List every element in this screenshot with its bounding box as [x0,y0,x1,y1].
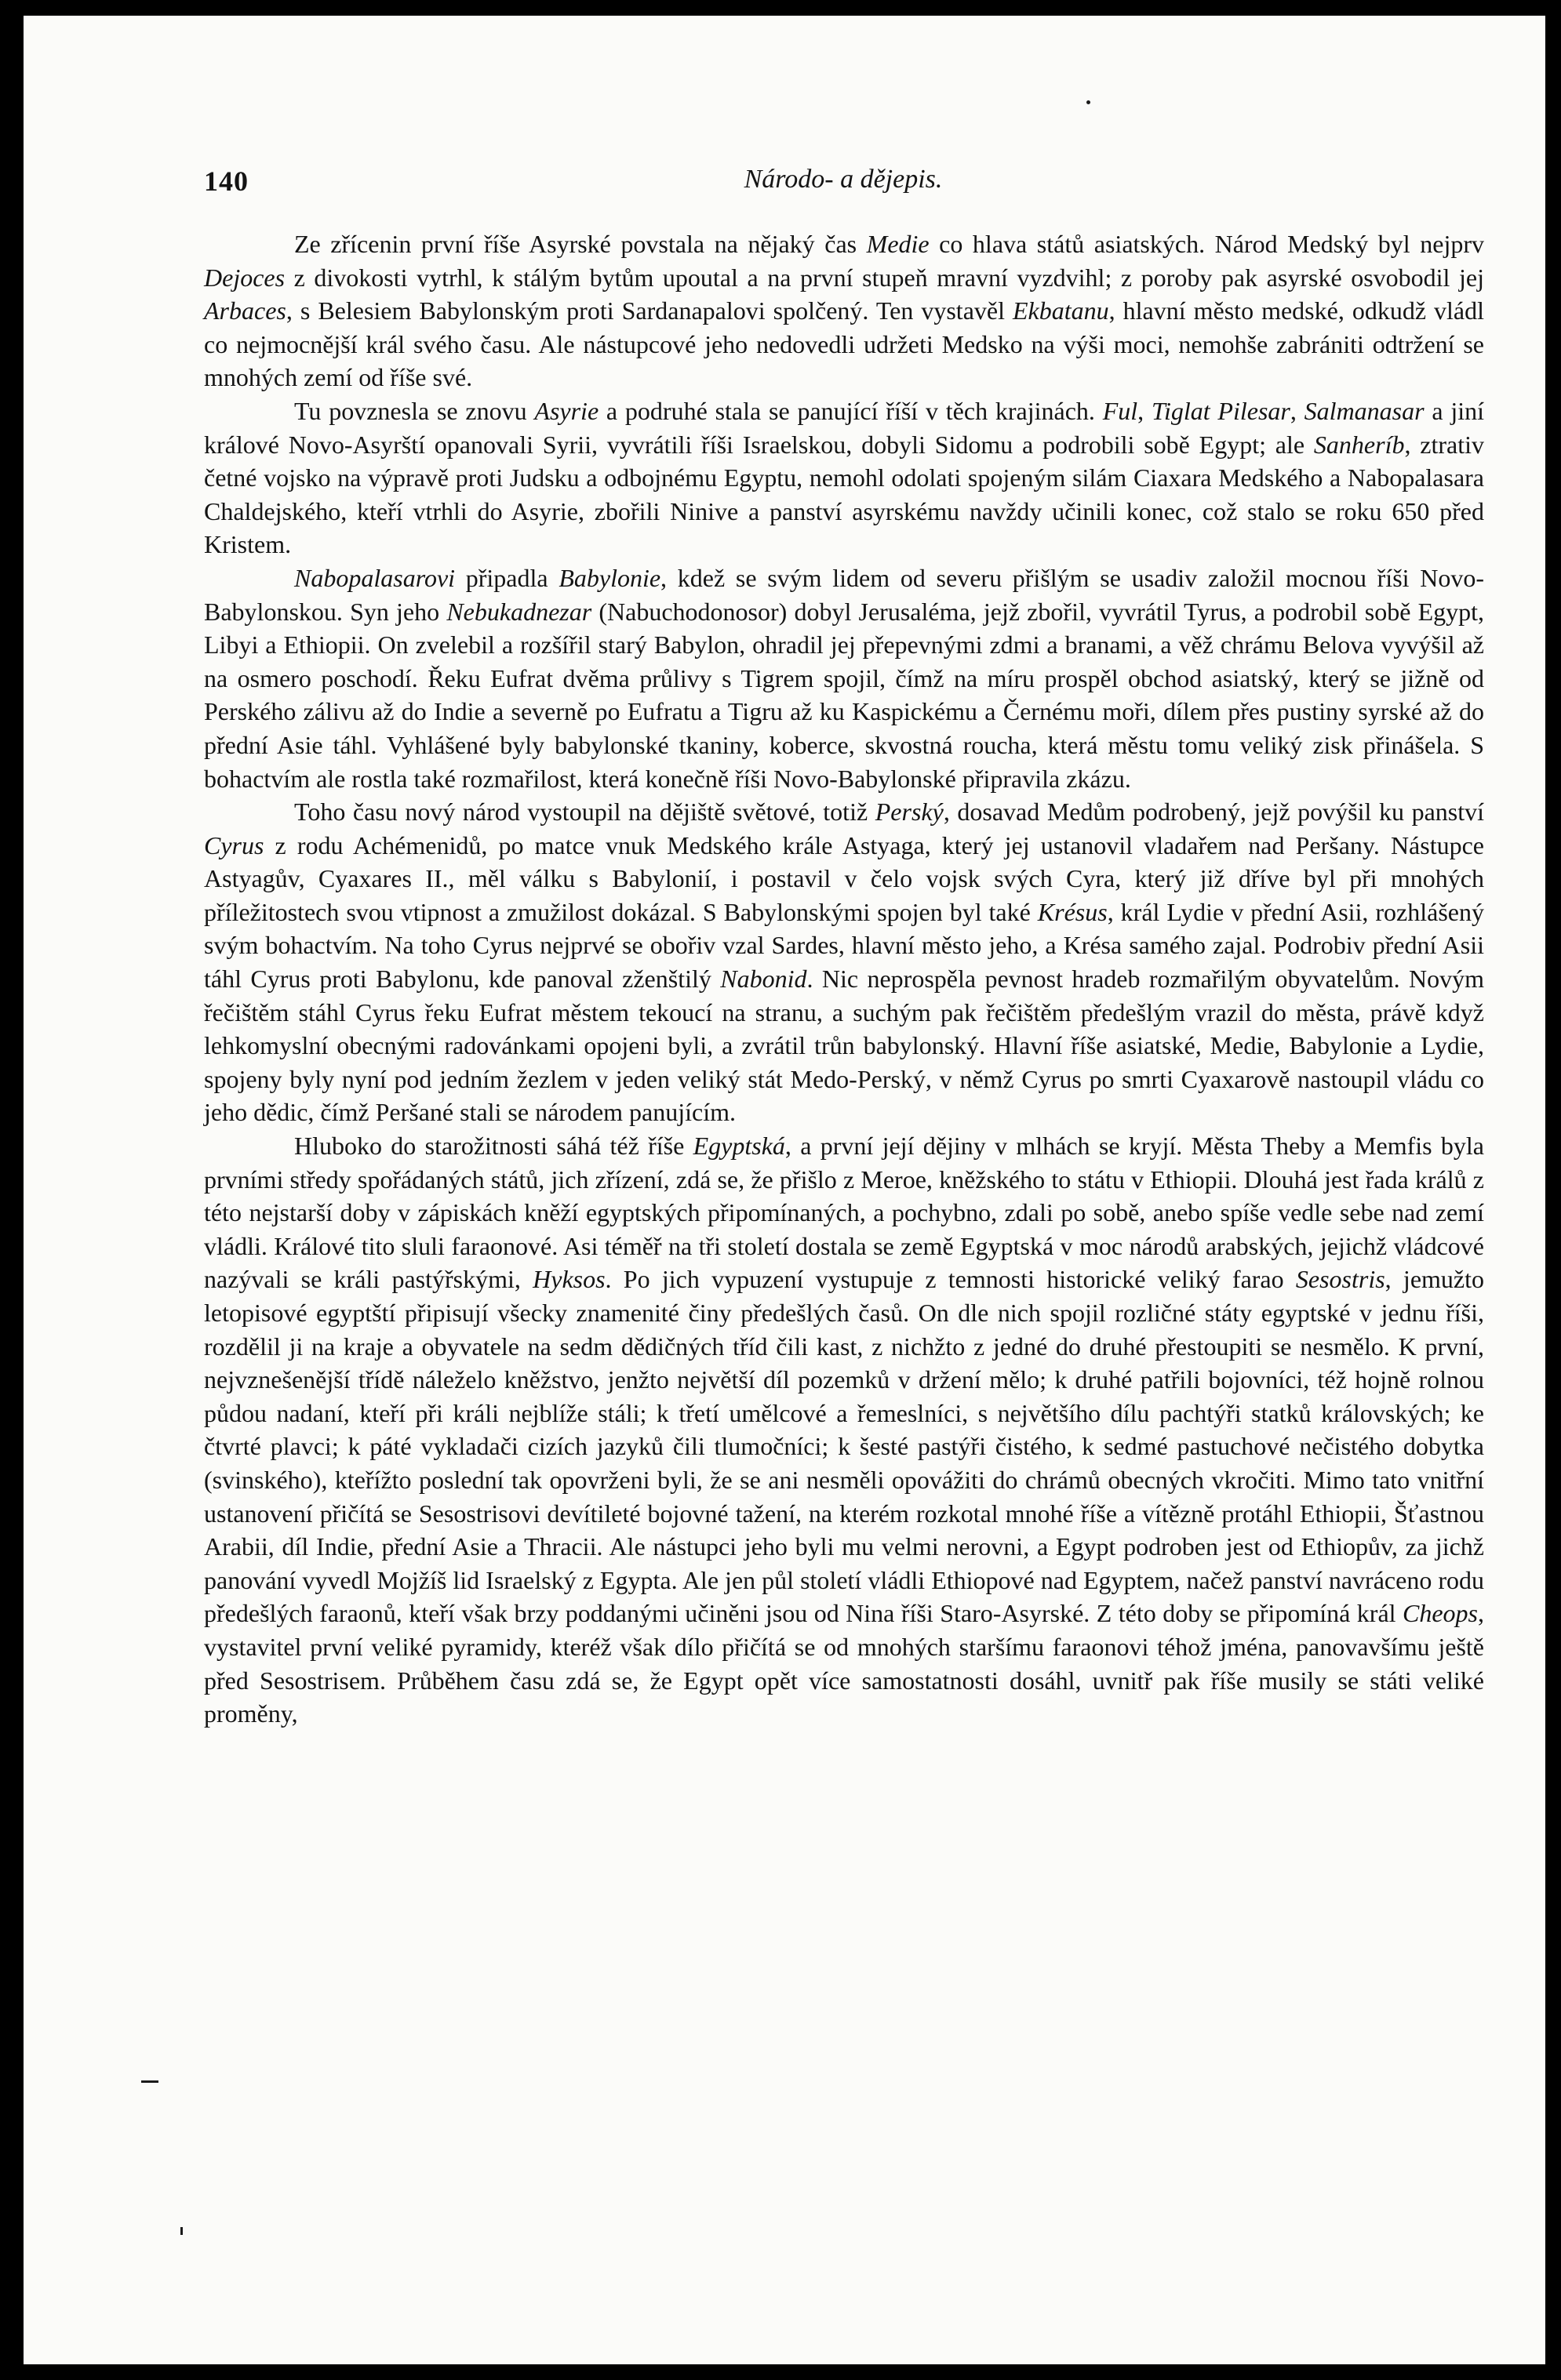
italic-term: Medie [866,230,930,258]
italic-term: Nabonid [720,965,807,994]
text-run: , a první její dějiny v mlhách se kryjí. Města Theby a Memfis byla prvními středy spořádaných států, jich zřízení, zdá se, že přišlo z Meroe, kněžského to státu v Ethiopii. Dlouhá jest řada králů z této nejstarší doby v zápiskách kněží egyptských připomínaných, a pochybno, zdali po sobě, anebo spíše vedle sebe nad zemí vládli. Králové tito sluli faraonové. Asi téměř na tři století dostala se země Egyptská v moc národů arabských, jejichž vládcové nazývali se králi pastýřskými, [204,1132,1485,1294]
paragraph [204,394,1484,561]
text-run: , jemužto letopisové egyptští připisují všecky znamenité činy předešlých časů. On dle nich spojil rozličné státy egyptské v jednu říši, rozdělil ji na kraje a obyvatele na sedm dědičných tříd čili kast, z nichžto z jedné do druhé přestoupiti se nesmělo. K první, nejvznešenější třídě náleželo kněžstvo, jenžto největší díl pozemků v držení mělo; k druhé patřili bojovníci, též hojně rolnou půdou nadaní, kteří při králi nejblíže stáli; k třetí umělcové a řemeslníci, s největšího dílu pachtýři statků královských; ke čtvrté plavci; k páté vykladači cizích jazyků čili tlumočníci; k šesté pastýři čistého, k sedmé pastuchové nečistého dobytka (svinského), kteřížto poslední tak opovrženi byli, že se ani nesměli opovážiti do chrámů obecných vkročiti. Mimo tato vnitřní ustanovení přičítá se Sesostrisovi devítileté bojovné tažení, na kterém rozkotal mnohé říše a vítězně protáhl Ethiopii, Šťastnou Arabii, díl Indie, přední Asie a Thracii. Ale nástupci jeho byli mu velmi nerovni, a Egypt podroben jest od Ethiopův, za jichž panování vyvedl Mojžíš lid Israelský z Egypta. Ale jen půl století vládli Ethiopové nad Egyptem, načež panství navráceno rodu předešlých faraonů, kteří však brzy poddanými učiněni jsou od Nina říši Staro-Asyrské. Z této doby se připomíná král [204,1265,1484,1628]
italic-term: Asyrie [534,396,599,425]
italic-term: Tiglat Pilesar [1151,396,1290,425]
italic-term: Babylonie [559,563,661,592]
italic-term: Sesostris [1295,1265,1385,1294]
text-run: , hlavní město medské, odkudž vládl co nejmocnější král svého času. Ale nástupcové jeho nedovedli udržeti Medsko na výši moci, nemohše zabrániti odtržení se mnohých zemí od říše své. [204,296,1485,392]
text-run: , vystavitel první veliké pyramidy, kteréž však dílo přičítá se od mnohých staršímu faraonovi téhož jména, panovavšímu ještě před Sesostrisem. Průběhem času zdá se, že Egypt opět více samostatnosti dosáhl, uvnitř pak říše musily se státi veliké proměny, [204,1599,1484,1728]
text-run: , [1290,396,1304,425]
italic-term: Ful [1102,396,1138,425]
text-run: , [1137,396,1152,425]
text-run: z rodu Achémenidů, po matce vnuk Medského krále Astyaga, který jej ustanovil vladařem nad Peršany. Nástupce Astyagův, Cyaxares II., měl válku s Babylonií, i postavil v čelo vojsk svých Cyra, který již dříve byl při mnohých příležitostech svou vtipnost a zmužilost dokázal. S Babylonskými spojen byl také [204,830,1484,926]
text-run: Hluboko do starožitnosti sáhá též říše [294,1132,693,1161]
text-run: a jiní králové Novo-Asyrští opanovali Syrii, vyvrátili říši Israelskou, dobyli Sidomu a podrobili sobě Egypt; ale [204,396,1485,459]
text-run: , s Belesiem Babylonským proti Sardanapalovi spolčený. Ten vystavěl [286,296,1013,325]
italic-term: Cheops [1403,1599,1478,1628]
italic-term: Nebukadnezar [446,597,592,626]
scan-speck [1086,100,1090,104]
page-number: 140 [204,165,249,197]
text-run: Tu povznesla se znovu [294,396,535,425]
italic-term: Perský [875,798,944,827]
paragraph [204,795,1484,1129]
text-run: co hlava států asiatských. Národ Medský byl nejprv [929,230,1485,258]
paragraph [204,1129,1484,1731]
text-run: (Nabuchodonosor) dobyl Jerusaléma, jejž zbořil, vyvrátil Tyrus, a podrobil sobě Egypt, Libyi a Ethiopii. On zvelebil a rozšířil starý Babylon, ohradil jej přepevnými zdmi a branami, a věž chrámu Belova vyvýšil až na osmero poschodí. Řeku Eufrat dvěma průlivy s Tigrem spojil, čímž na míru prospěl obchod asiatský, který se jižně od Perského zálivu až do Indie a severně po Eufratu a Tigru až ku Kaspickému a Černému moři, dílem přes pustiny syrské až do přední Asie táhl. Vyhlášené byly babylonské tkaniny, koberce, skvostná roucha, která městu tomu veliký zisk přinášela. S bohactvím ale rostla také rozmařilost, která konečně říši Novo-Babylonské připravila zkázu. [204,597,1485,793]
paragraph [204,227,1484,394]
text-run: a podruhé stala se panující říší v těch krajinách. [599,396,1103,425]
scan-speck [180,2227,183,2235]
italic-term: Nabopalasarovi [294,563,456,592]
running-title: Národo- a dějepis. [744,165,943,194]
scanned-page [24,16,1545,2364]
text-run: , kdež se svým lidem od severu přišlým se usadiv založil mocnou říši Novo-Babylonskou. Syn jeho [204,563,1485,626]
italic-term: Ekbatanu [1013,296,1109,325]
text-run: Ze zřícenin první říše Asyrské povstala na nějaký čas [294,230,867,258]
text-run: z divokosti vytrhl, k stálým bytům upoutal a na první stupeň mravní vyzdvihl; z poroby pak asyrské osvobodil jej [285,263,1484,292]
text-run: , ztrativ četné vojsko na výpravě proti Judsku a odbojnému Egyptu, nemohl odolati spojeným silám Ciaxara Medského a Nabopalasara Chaldejského, kteří vtrhli do Asyrie, zbořili Ninive a panství asyrskému navždy učinili konec, což stalo se roku 650 před Kristem. [204,430,1485,559]
italic-term: Salmanasar [1304,396,1425,425]
italic-term: Dejoces [204,263,286,292]
text-run: , král Lydie v přední Asii, rozhlášený svým bohactvím. Na toho Cyrus nejprvé se obořiv vzal Sardes, hlavní město jeho, a Krésa samého zajal. Podrobiv přední Asii táhl Cyrus proti Babylonu, kde panoval zženštilý [204,897,1485,994]
italic-term: Krésus [1037,897,1108,926]
italic-term: Hyksos [533,1265,606,1294]
italic-term: Cyrus [204,830,264,859]
italic-term: Sanheríb [1313,430,1405,459]
text-run: Toho času nový národ vystoupil na dějiště světové, totiž [294,798,875,827]
text-run: . Po jich vypuzení vystupuje z temnosti historické veliký farao [605,1265,1296,1294]
text-run: připadla [455,563,559,592]
italic-term: Egyptská [693,1132,785,1161]
italic-term: Arbaces [204,296,286,325]
paragraph [204,561,1484,795]
text-run: , dosavad Medům podrobený, jejž povýšil ku panství [943,798,1485,827]
margin-tick [141,2080,158,2083]
page-header [204,157,1483,204]
text-run: . Nic neprospěla pevnost hradeb rozmařilým obyvatelům. Novým řečištěm stáhl Cyrus řeku Eufrat městem tekoucí na stranu, a suchým pak řečištěm předešlým vrazil do města, právě když lehkomyslní obecnými radovánkami opojeni byli, a zvrátil trůn babylonský. Hlavní říše asiatské, Medie, Babylonie a Lydie, spojeny byly nyní pod jedním žezlem v jeden veliký stát Medo-Perský, v němž Cyrus po smrti Cyaxarově nastoupil vládu co jeho dědic, čímž Peršané stali se národem panujícím. [204,965,1485,1127]
body-text [204,227,1484,1731]
